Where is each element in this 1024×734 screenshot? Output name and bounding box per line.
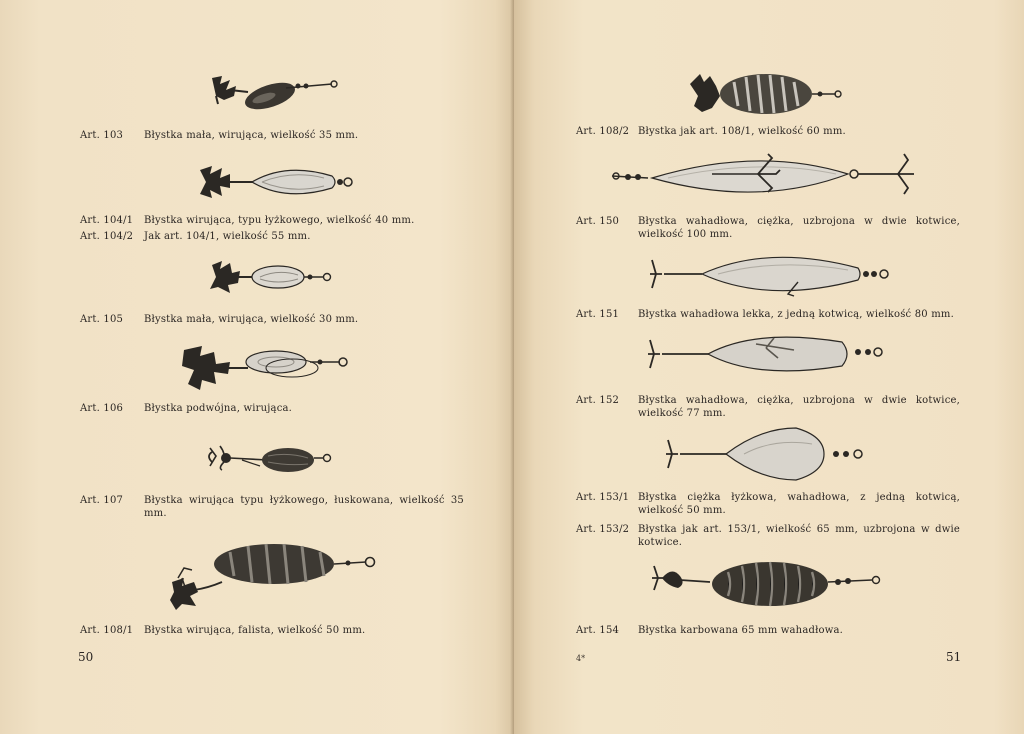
article-number: Art. 104/1 xyxy=(80,215,134,226)
article-description: Błystka wirująca, falista, wielkość 50 mm. xyxy=(144,625,366,636)
article-description: Błystka wahadłowa, ciężka, uzbrojona w dwie kotwice, wielkość 77 mm. xyxy=(638,395,960,419)
lure-108-2-illustration xyxy=(686,68,842,120)
lure-105-illustration xyxy=(206,257,334,297)
article-description: Błystka mała, wirująca, wielkość 30 mm. xyxy=(144,314,359,325)
article-number: Art. 154 xyxy=(576,625,620,636)
lure-104-illustration xyxy=(196,160,358,204)
article-description: Jak art. 104/1, wielkość 55 mm. xyxy=(144,231,311,242)
page-number: 51 xyxy=(946,650,962,664)
lure-154-illustration xyxy=(650,556,884,614)
article-description: Błystka jak art. 108/1, wielkość 60 mm. xyxy=(638,126,846,137)
article-number: Art. 103 xyxy=(80,130,124,141)
article-number: Art. 108/2 xyxy=(576,126,630,137)
right-page xyxy=(514,0,1024,734)
article-description: Błystka wahadłowa lekka, z jedną kotwicą, wielkość 80 mm. xyxy=(638,309,954,320)
article-description: Błystka karbowana 65 mm wahadłowa. xyxy=(638,625,844,636)
article-number: Art. 153/1 xyxy=(576,492,630,503)
article-number: Art. 107 xyxy=(80,495,124,506)
article-description: Błystka jak art. 153/1, wielkość 65 mm, uzbrojona w dwie kotwice. xyxy=(638,524,960,548)
article-description: Błystka wirująca typu łyżkowego, łuskowana, wielkość 35 mm. xyxy=(144,495,464,519)
article-number: Art. 106 xyxy=(80,403,124,414)
article-number: Art. 108/1 xyxy=(80,625,134,636)
lure-103-illustration xyxy=(208,70,340,110)
article-description: Błystka ciężka łyżkowa, wahadłowa, z jedną kotwicą, wielkość 50 mm. xyxy=(638,492,960,516)
article-description: Błystka wirująca, typu łyżkowego, wielkość 40 mm. xyxy=(144,215,415,226)
page-number: 50 xyxy=(78,650,94,664)
article-number: Art. 152 xyxy=(576,395,620,406)
article-number: Art. 153/2 xyxy=(576,524,630,535)
lure-150-illustration xyxy=(608,150,920,200)
lure-153-illustration xyxy=(664,422,874,484)
article-number: Art. 150 xyxy=(576,216,620,227)
lure-106-illustration xyxy=(180,342,352,392)
article-description: Błystka podwójna, wirująca. xyxy=(144,403,293,414)
article-description: Błystka mała, wirująca, wielkość 35 mm. xyxy=(144,130,359,141)
lure-107-illustration xyxy=(202,436,332,480)
lure-151-illustration xyxy=(648,248,892,300)
article-number: Art. 105 xyxy=(80,314,124,325)
signature-mark: 4* xyxy=(576,654,586,663)
article-number: Art. 104/2 xyxy=(80,231,134,242)
lure-152-illustration xyxy=(646,328,890,384)
article-description: Błystka wahadłowa, ciężka, uzbrojona w dwie kotwice, wielkość 100 mm. xyxy=(638,216,960,240)
article-number: Art. 151 xyxy=(576,309,620,320)
lure-108-1-illustration xyxy=(164,538,378,616)
